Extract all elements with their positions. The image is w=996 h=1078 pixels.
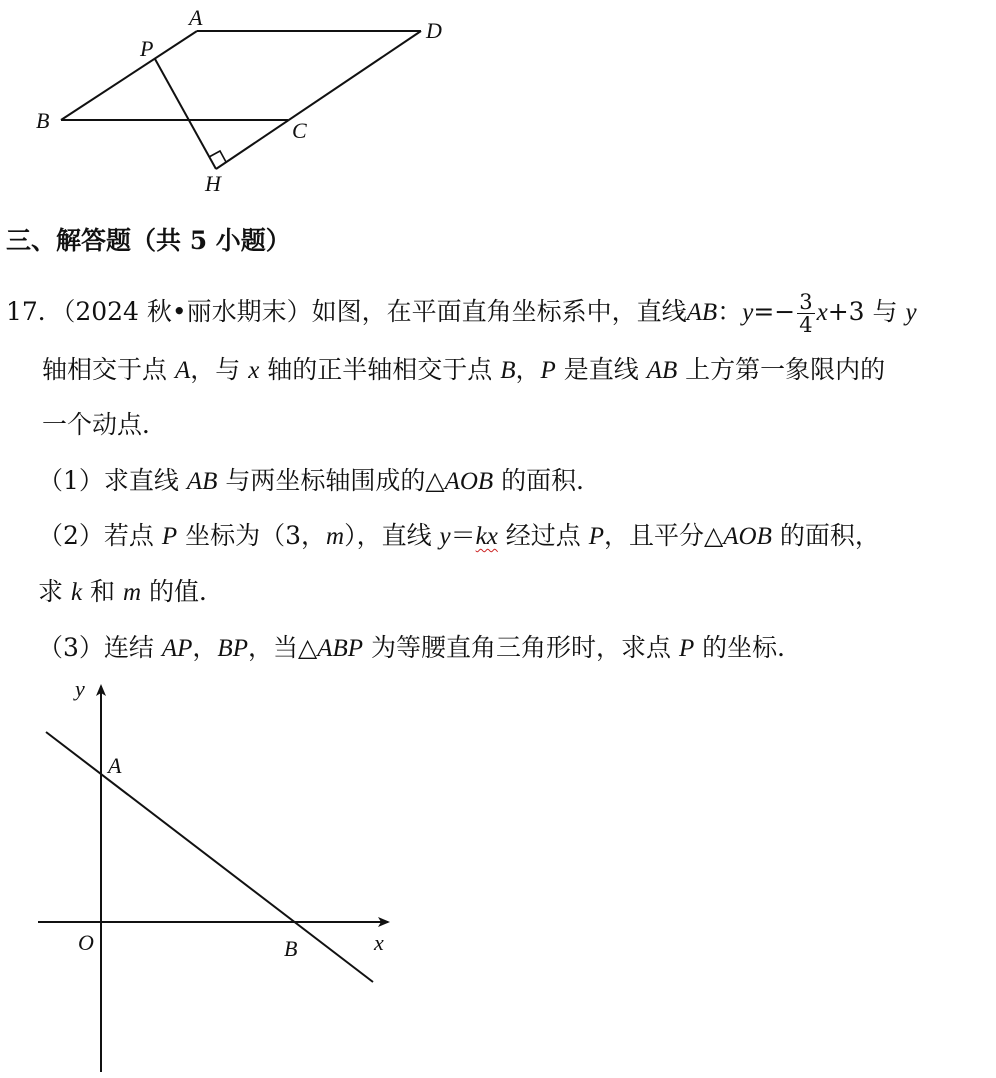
l2-b: ，与	[190, 355, 249, 384]
q2-aob: AOB	[723, 523, 772, 550]
q3-b: ，	[192, 633, 218, 662]
l2-e: 是直线	[555, 355, 647, 384]
q3-c: ，当△	[247, 633, 318, 662]
q2-f: 的面积，	[771, 521, 880, 550]
intro-and: 与	[864, 297, 906, 327]
l2-f: 上方第一象限内的	[677, 355, 886, 384]
segment-ph	[155, 59, 216, 169]
q2-p2: P	[588, 523, 605, 550]
line-name: AB	[686, 299, 718, 327]
q3-ap: AP	[161, 635, 193, 662]
q1-c: 的面积．	[493, 466, 602, 495]
q2-e: ，且平分△	[604, 521, 724, 550]
colon: ：	[717, 297, 743, 327]
q2-eq: ＝	[450, 521, 476, 550]
fraction-denominator: 4	[799, 313, 813, 338]
question-2-cont	[38, 579, 224, 605]
fraction	[797, 291, 814, 336]
eq-mid: =−	[753, 297, 796, 327]
q2-g: 求	[38, 577, 71, 606]
label-A: A	[189, 5, 203, 30]
label-B: B	[36, 108, 50, 133]
question-2	[38, 523, 880, 549]
l2-d: ，	[515, 355, 541, 384]
section-heading: 三、解答题（共 5 小题）	[6, 226, 291, 255]
problem-number: 17．	[6, 297, 63, 327]
q3-bp: BP	[217, 635, 248, 662]
parallelogram-figure	[0, 0, 470, 200]
label-origin: O	[78, 930, 94, 955]
problem-line-2	[42, 357, 885, 383]
q1-a: （1）求直线	[38, 466, 187, 495]
label-H: H	[205, 171, 221, 196]
eq-tail: +3	[827, 297, 865, 327]
label-D: D	[426, 18, 442, 43]
q2-m2: m	[122, 579, 142, 606]
label-C: C	[292, 118, 307, 143]
fraction-numerator: 3	[799, 290, 813, 314]
q1-ab: AB	[186, 468, 218, 495]
side-ab	[61, 31, 197, 120]
l2-c: 轴的正半轴相交于点	[259, 355, 501, 384]
label-A-point: A	[108, 753, 122, 778]
q3-a: （3）连结	[38, 633, 162, 662]
problem-line-3: 一个动点．	[42, 410, 168, 439]
line-ab	[46, 732, 373, 982]
question-1	[38, 468, 601, 494]
label-y-axis: y	[75, 676, 85, 701]
q2-k: k	[70, 579, 83, 606]
q3-p: P	[678, 635, 695, 662]
label-x-axis: x	[374, 930, 384, 955]
eq-y: y	[742, 299, 754, 327]
side-dh	[216, 31, 421, 169]
q1-aob: AOB	[444, 468, 494, 495]
q2-h: 和	[82, 577, 123, 606]
label-P: P	[140, 36, 154, 61]
q1-b: 与两坐标轴围成的△	[217, 466, 445, 495]
intro-text: 如图，在平面直角坐标系中，直线	[311, 297, 687, 327]
problem-line-1	[6, 291, 917, 336]
q2-m: m	[326, 523, 345, 550]
q3-abp: ABP	[317, 635, 364, 662]
l2-pt-b: B	[500, 357, 516, 384]
q2-p: P	[161, 523, 178, 550]
l2-x: x	[248, 357, 260, 384]
q2-y: y	[439, 523, 451, 550]
q3-d: 为等腰直角三角形时，求点	[363, 633, 679, 662]
l2-ab: AB	[646, 357, 678, 384]
q2-i: 的值．	[141, 577, 224, 606]
question-3	[38, 635, 802, 661]
l2-pt-p: P	[540, 357, 556, 384]
q2-d: 经过点	[497, 521, 589, 550]
label-B-point: B	[284, 936, 298, 961]
q3-e: 的坐标．	[694, 633, 803, 662]
y-axis-var: y	[905, 299, 917, 327]
l2-pt-a: A	[174, 357, 191, 384]
q2-b: 坐标为（3，	[177, 521, 326, 550]
eq-x: x	[816, 299, 828, 327]
l2-a: 轴相交于点	[42, 355, 175, 384]
q2-a: （2）若点	[38, 521, 162, 550]
q2-kx: kx	[475, 523, 498, 550]
q2-c: ），直线	[344, 521, 440, 550]
coordinate-figure	[0, 670, 420, 1078]
problem-source: （2024 秋•丽水期末）	[62, 297, 312, 327]
